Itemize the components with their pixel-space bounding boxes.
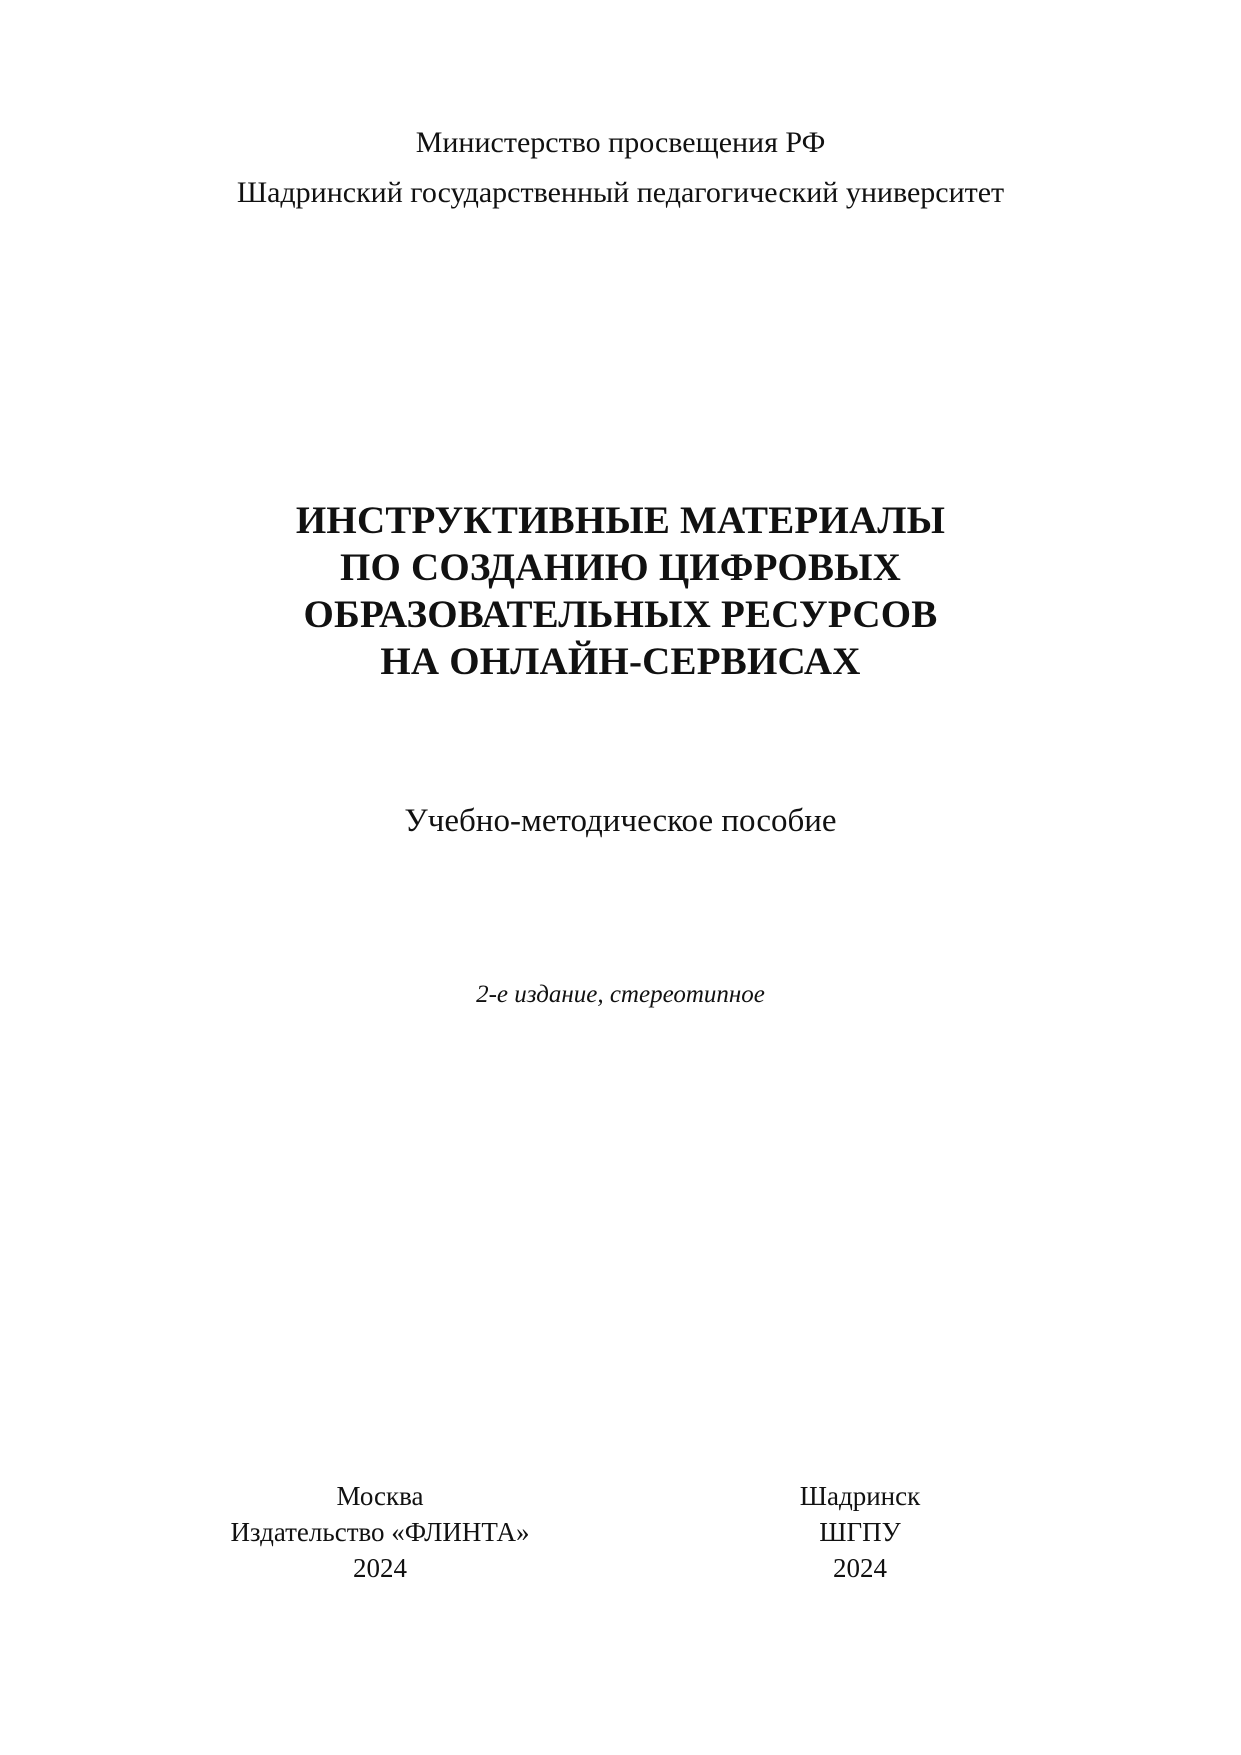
imprint-publisher: Издательство «ФЛИНТА» [230, 1517, 530, 1547]
title-line: НА ОНЛАЙН-СЕРВИСАХ [380, 640, 861, 683]
university-name: Шадринский государственный педагогический университет [236, 176, 1005, 209]
title-line: ПО СОЗДАНИЮ ЦИФРОВЫХ [339, 546, 902, 589]
imprint-city: Шадринск [799, 1481, 921, 1511]
book-title [0, 497, 1241, 685]
page-header [0, 118, 1241, 218]
imprint-right [760, 1478, 960, 1586]
imprint-city: Москва [336, 1481, 424, 1511]
book-subtitle: Учебно-методическое пособие [404, 803, 837, 839]
ministry-name: Министерство просвещения РФ [415, 126, 826, 159]
title-line: ИНСТРУКТИВНЫЕ МАТЕРИАЛЫ [295, 499, 946, 542]
imprint-left [200, 1478, 560, 1586]
title-line: ОБРАЗОВАТЕЛЬНЫХ РЕСУРСОВ [303, 593, 938, 636]
imprint-publisher: ШГПУ [819, 1517, 901, 1547]
edition-note: 2-е издание, стереотипное [476, 981, 765, 1008]
imprint-year: 2024 [353, 1553, 407, 1583]
imprint-year: 2024 [833, 1553, 887, 1583]
